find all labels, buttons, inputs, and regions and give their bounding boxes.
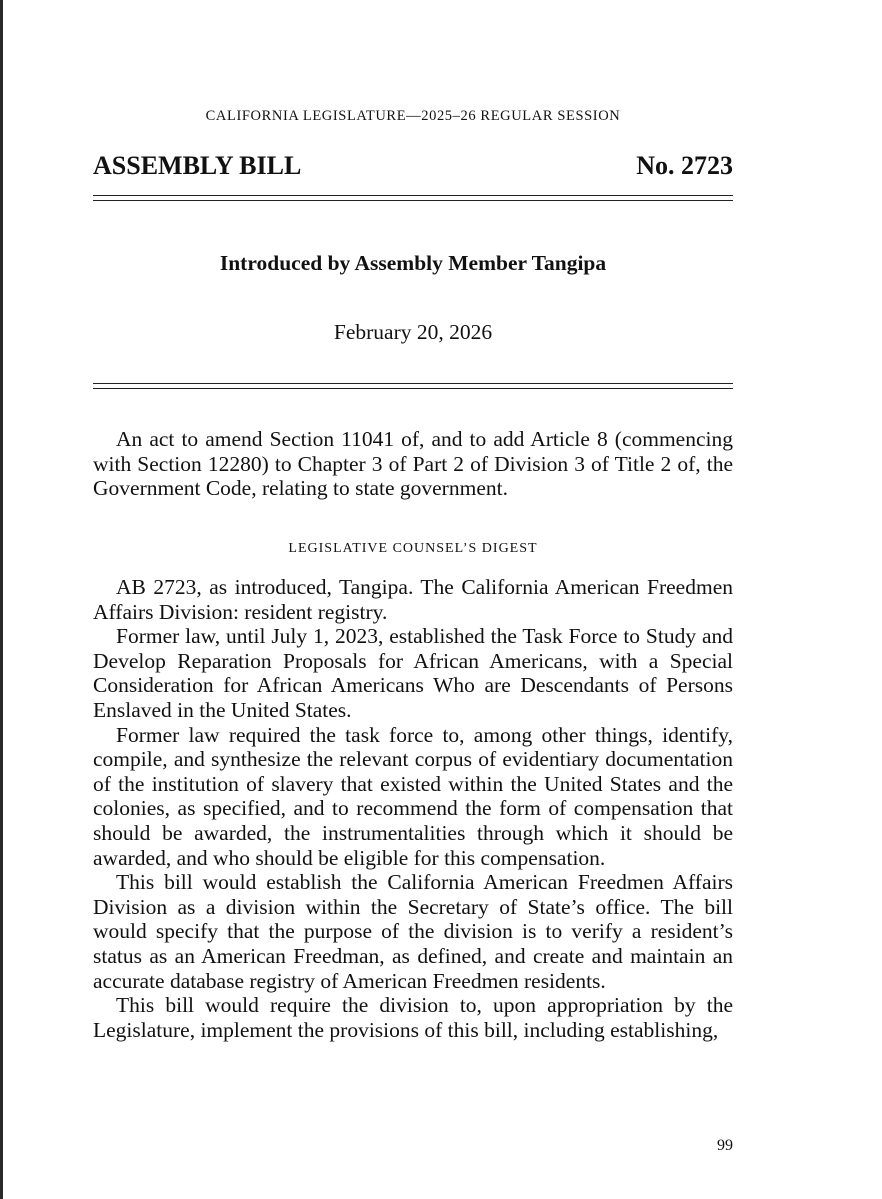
top-double-rule	[93, 195, 733, 201]
bottom-double-rule	[93, 383, 733, 389]
session-header: CALIFORNIA LEGISLATURE—2025–26 REGULAR SESSION	[205, 108, 621, 124]
introduced-by: Introduced by Assembly Member Tangipa	[219, 251, 607, 275]
digest-paragraph: Former law, until July 1, 2023, established the Task Force to Study and Develop Reparation Proposals for African Americans, with a Special Consideration for African Americans Who are Descendants of Persons Enslaved in the United States.	[93, 624, 733, 722]
bill-title-row	[93, 150, 733, 182]
bill-type: ASSEMBLY BILL	[93, 151, 302, 180]
introduction-date: February 20, 2026	[333, 320, 493, 344]
digest-paragraph: AB 2723, as introduced, Tangipa. The California American Freedmen Affairs Division: resident registry.	[93, 575, 733, 624]
bill-number: No. 2723	[636, 151, 733, 180]
digest-heading: LEGISLATIVE COUNSEL’S DIGEST	[288, 541, 538, 556]
act-title: An act to amend Section 11041 of, and to add Article 8 (commencing with Section 12280) to Chapter 3 of Part 2 of Division 3 of Title 2 of, the Government Code, relating to state government.	[93, 427, 733, 501]
digest-paragraph: This bill would require the division to, upon appropriation by the Legislature, implement the provisions of this bill, including establishing,	[93, 993, 733, 1042]
page-number: 99	[717, 1137, 733, 1154]
page-left-edge	[0, 0, 3, 1199]
digest-paragraph: This bill would establish the California American Freedmen Affairs Division as a division within the Secretary of State’s office. The bill would specify that the purpose of the division is to verify a resident’s status as an American Freedman, as defined, and create and maintain an accurate database registry of American Freedmen residents.	[93, 870, 733, 993]
digest-body	[93, 575, 733, 1042]
digest-paragraph: Former law required the task force to, among other things, identify, compile, and synthesize the relevant corpus of evidentiary documentation of the institution of slavery that existed within the United States and the colonies, as specified, and to recommend the form of compensation that should be awarded, the instrumentalities through which it should be awarded, and who should be eligible for this compensation.	[93, 722, 733, 870]
